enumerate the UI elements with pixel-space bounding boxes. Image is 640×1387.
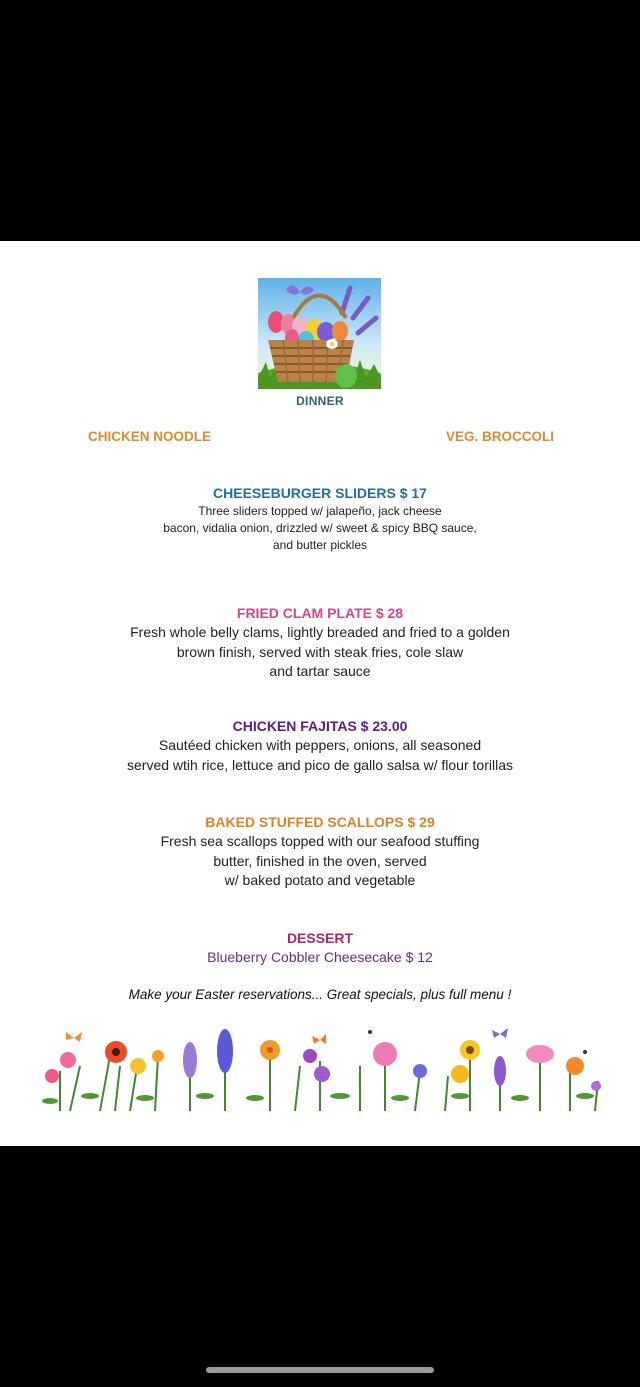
description-line: Fresh sea scallops topped with our seafood stuffing xyxy=(160,833,480,849)
flower-border-icon xyxy=(30,1026,610,1116)
description-line: brown finish, served with steak fries, cole slaw xyxy=(176,643,464,660)
menu-page xyxy=(0,241,640,1146)
description-line: and butter pickles xyxy=(272,538,368,552)
soup-item: CHICKEN NOODLE xyxy=(88,429,212,444)
menu-item-description xyxy=(0,736,640,775)
easter-basket-icon xyxy=(258,278,381,389)
description-line: Fresh whole belly clams, lightly breaded and fried to a golden xyxy=(130,624,510,640)
tagline: Make your Easter reservations... Great specials, plus full menu ! xyxy=(128,987,512,1002)
menu-item xyxy=(0,485,640,554)
home-indicator[interactable] xyxy=(206,1367,434,1373)
menu-item xyxy=(0,605,640,682)
soup-item: VEG. BROCCOLI xyxy=(446,429,555,444)
menu-item-title: CHICKEN FAJITAS $ 23.00 xyxy=(232,718,408,734)
menu-item-title: FRIED CLAM PLATE $ 28 xyxy=(236,605,404,621)
dessert-title: DESSERT xyxy=(286,930,354,946)
menu-item-description xyxy=(0,832,640,891)
dessert-section xyxy=(0,930,640,965)
menu-item-title: BAKED STUFFED SCALLOPS $ 29 xyxy=(205,814,435,830)
description-line: w/ baked potato and vegetable xyxy=(224,872,416,888)
dessert-item: Blueberry Cobbler Cheesecake $ 12 xyxy=(207,949,433,965)
menu-heading: DINNER xyxy=(296,394,344,408)
menu-item xyxy=(0,718,640,775)
description-line: served wtih rice, lettuce and pico de gallo salsa w/ flour torillas xyxy=(127,756,513,773)
menu-item-title: CHEESEBURGER SLIDERS $ 17 xyxy=(213,485,427,501)
menu-item-description xyxy=(0,503,640,554)
menu-item-description xyxy=(0,623,640,682)
description-line: and tartar sauce xyxy=(269,663,371,679)
description-line: Three sliders topped w/ jalapeño, jack cheese xyxy=(198,504,442,518)
menu-item xyxy=(0,814,640,891)
description-line: butter, finished in the oven, served xyxy=(213,852,427,869)
description-line: bacon, vidalia onion, drizzled w/ sweet & spicy BBQ sauce, xyxy=(163,521,477,535)
description-line: Sautéed chicken with peppers, onions, all seasoned xyxy=(158,737,482,753)
